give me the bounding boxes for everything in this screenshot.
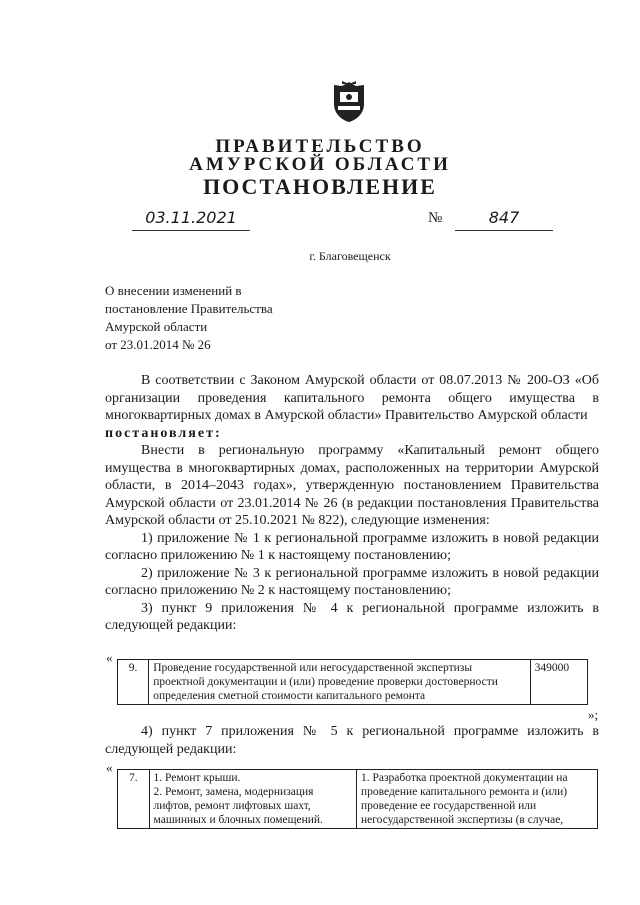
subject-line: Амурской области: [105, 319, 208, 334]
table-cell-text: Проведение государственной или негосударственной экспертизы проектной документации и (или) проведение проверки достоверности определения сметной стоимости капитального ремонта: [149, 660, 530, 705]
subject-line: постановление Правительства: [105, 301, 273, 316]
document-number: 847: [455, 208, 553, 231]
work-item: 2. Ремонт, замена, модернизация лифтов, ремонт лифтовых шахт, машинных и блочных помещений.: [153, 786, 323, 826]
paragraph-item-4: 4) пункт 7 приложения № 5 к региональной программе изложить в следующей редакции:: [105, 724, 599, 757]
government-title-line1: ПРАВИТЕЛЬСТВО: [215, 136, 425, 157]
subject-line: от 23.01.2014 № 26: [105, 337, 211, 352]
subject-block: [105, 282, 365, 354]
paragraph-preamble: В соответствии с Законом Амурской области от 08.07.2013 № 200-ОЗ «Об организации проведения капитального ремонта общего имущества в многоквартирных домах в Амурской области» Правительство Амурской области: [105, 373, 599, 423]
table-row: [118, 770, 598, 829]
open-quote: «: [106, 650, 113, 665]
number-sign: №: [428, 210, 443, 226]
government-title-line2: АМУРСКОЙ ОБЛАСТИ: [189, 154, 451, 175]
table-cell-value: 349000: [530, 660, 587, 705]
paragraph-item-1: 1) приложение № 1 к региональной программе изложить в новой редакции согласно приложению № 1 к настоящему постановлению;: [105, 530, 599, 563]
subject-line: О внесении изменений в: [105, 283, 242, 298]
table-cell-works: [149, 770, 356, 829]
table-item-9: [117, 659, 588, 705]
document-date: 03.11.2021: [132, 208, 250, 231]
open-quote-2: «: [106, 760, 113, 775]
resolve-word: постановляет:: [105, 425, 222, 441]
paragraph-item-2: 2) приложение № 3 к региональной программе изложить в новой редакции согласно приложению № 2 к настоящему постановлению;: [105, 565, 599, 598]
table-row: [118, 660, 588, 705]
document-type-title: ПОСТАНОВЛЕНИЕ: [203, 174, 437, 199]
document-body: [105, 372, 599, 635]
coat-of-arms-emblem: [328, 80, 370, 124]
city-line: г. Благовещенск: [309, 249, 391, 263]
paragraph-item-3: 3) пункт 9 приложения № 4 к региональной программе изложить в следующей редакции:: [105, 600, 599, 633]
table-cell-services: 1. Разработка проектной документации на проведение капитального ремонта и (или) проведение ее государственной или негосударственной экспертизы (в случае,: [356, 770, 597, 829]
table-cell-num: 7.: [118, 770, 150, 829]
item-4-block: [105, 723, 599, 758]
close-quote: »;: [588, 707, 599, 722]
paragraph-main: Внести в региональную программу «Капитальный ремонт общего имущества в многоквартирных домах, расположенных на территории Амурской области, в 2014–2043 годах», утвержденную постановлением Правительства Амурской области от 23.01.2014 № 26 (в редакции постановления Правительства Амурской области от 25.10.2021 № 822), следующие изменения:: [105, 443, 599, 528]
table-item-7: [117, 769, 598, 829]
table-cell-num: 9.: [118, 660, 149, 705]
work-item: 1. Ремонт крыши.: [153, 772, 241, 784]
